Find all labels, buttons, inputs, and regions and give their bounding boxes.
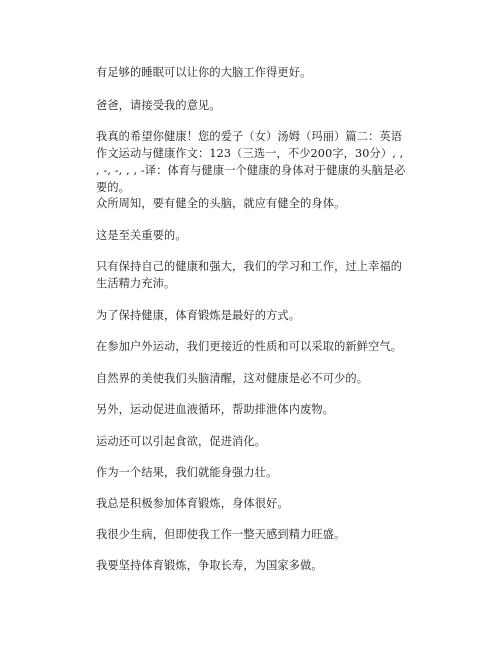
paragraph-1: 有足够的睡眠可以让你的大脑工作得更好。 — [96, 66, 312, 79]
paragraph-12: 作为一个结果，我们就能身强力壮。 — [96, 466, 278, 479]
paragraph-8: 在参加户外运动，我们更接近的性质和可以采取的新鲜空气。 — [96, 340, 403, 353]
paragraph-7: 为了保持健康，体育锻炼是最好的方式。 — [96, 309, 301, 322]
paragraph-3: 我真的希望你健康！您的爱子（女）汤姆（玛丽）篇二：英语作文运动与健康作文：123（三选一，不少200字，30分）, , , -, -, , , -译：体育与健康一个健康的身体对于健康的头脑是必要的。 — [96, 130, 406, 194]
paragraph-5: 这是至关重要的。 — [96, 229, 187, 242]
paragraph-13: 我总是积极参加体育锻炼，身体很好。 — [96, 497, 289, 510]
paragraph-9: 自然界的美使我们头脑清醒，这对健康是必不可少的。 — [96, 372, 369, 385]
paragraph-4: 众所周知，要有健全的头脑，就应有健全的身体。 — [96, 197, 346, 210]
paragraph-10: 另外，运动促进血液循环，帮助排泄体内废物。 — [96, 403, 335, 416]
paragraph-6: 只有保持自己的健康和强大，我们的学习和工作，过上幸福的生活精力充沛。 — [96, 260, 403, 290]
paragraph-2: 爸爸，请接受我的意见。 — [96, 99, 221, 112]
paragraph-14: 我很少生病，但即使我工作一整天感到精力旺盛。 — [96, 528, 346, 541]
paragraph-11: 运动还可以引起食欲，促进消化。 — [96, 435, 267, 448]
paragraph-15: 我要坚持体育锻炼，争取长寿，为国家多做。 — [96, 559, 323, 572]
